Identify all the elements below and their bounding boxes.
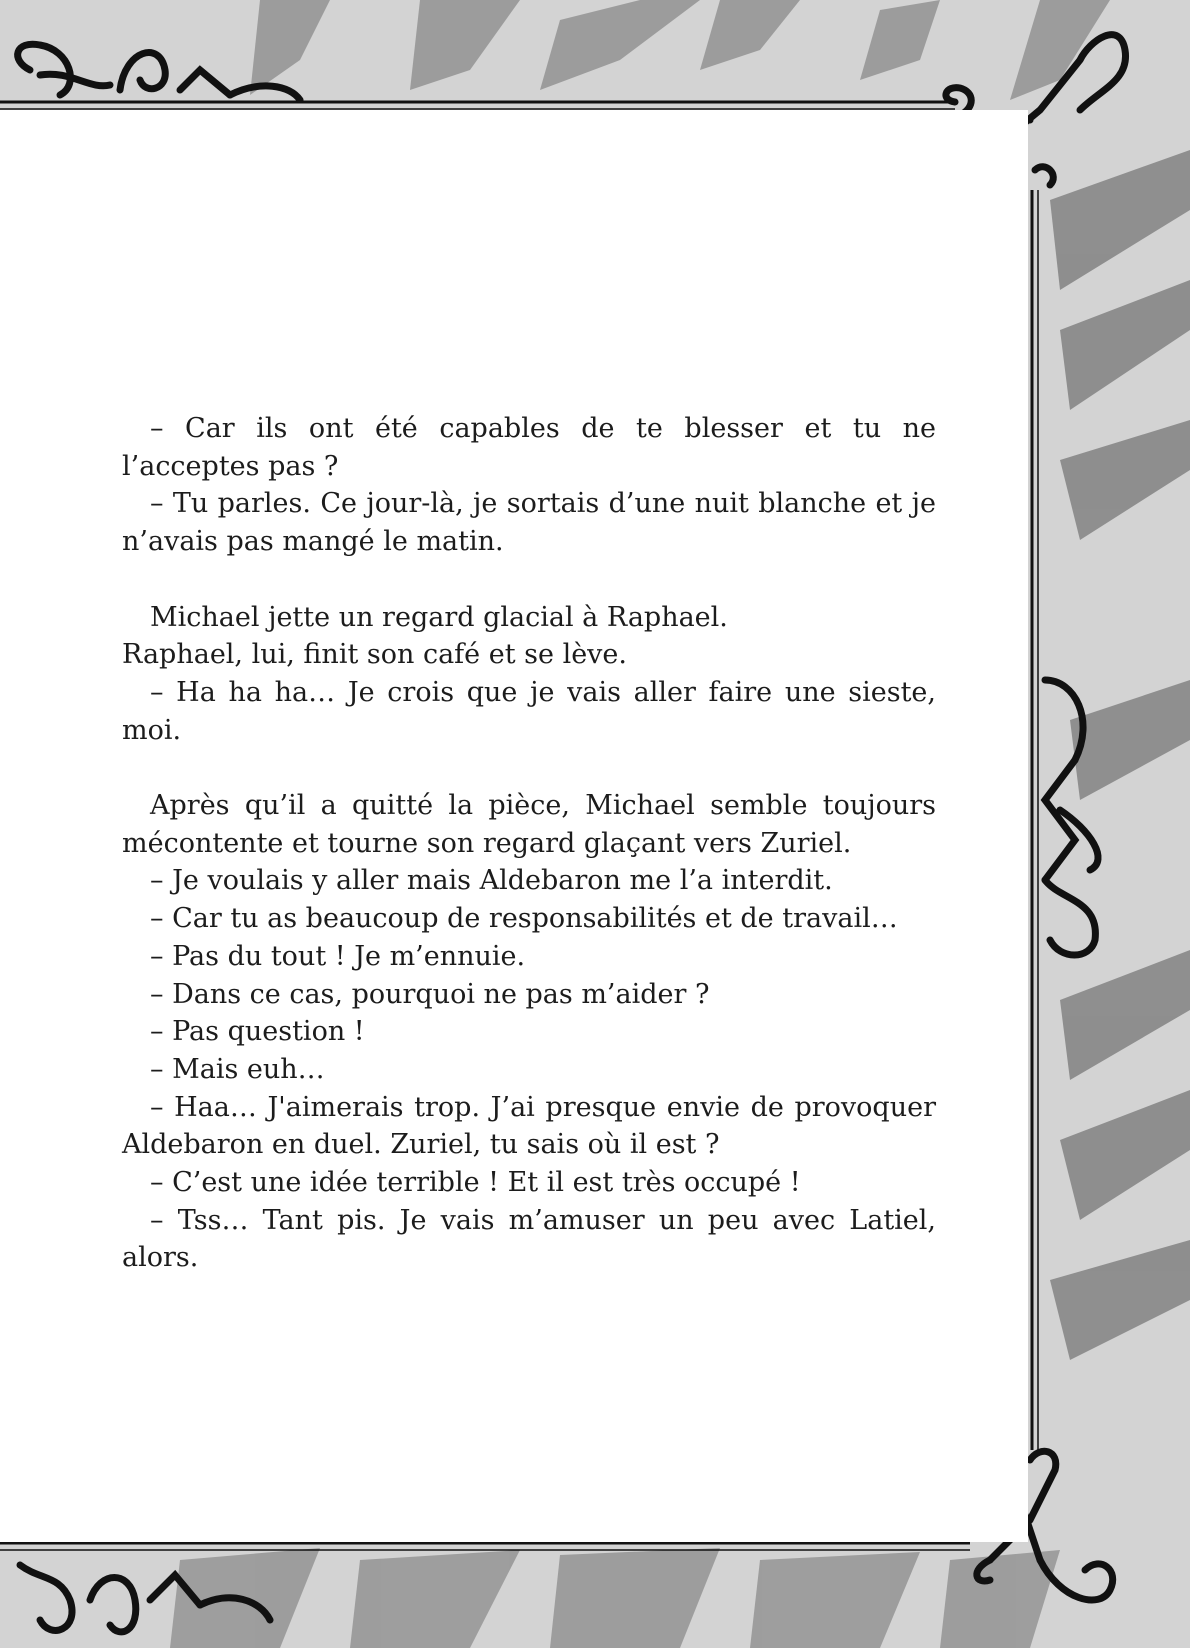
paragraph: – Pas du tout ! Je m’ennuie. xyxy=(150,940,526,972)
story-text xyxy=(122,410,936,1277)
paragraph: – C’est une idée terrible ! Et il est très occupé ! xyxy=(150,1167,801,1199)
paragraph: – Tu parles. Ce jour-là, je sortais d’une nuit blanche et je n’avais pas mangé le matin. xyxy=(122,488,936,558)
paragraph: – Mais euh… xyxy=(150,1053,325,1085)
paragraph: – Tss… Tant pis. Je vais m’amuser un peu avec Latiel, alors. xyxy=(122,1204,936,1274)
paragraph: Après qu’il a quitté la pièce, Michael semble toujours mécontente et tourne son regard glaçant vers Zuriel. xyxy=(122,790,936,859)
paragraph: Raphael, lui, finit son café et se lève. xyxy=(122,639,627,671)
paragraph: – Pas question ! xyxy=(150,1016,365,1048)
paragraph: Michael jette un regard glacial à Raphael. xyxy=(150,601,728,633)
paragraph: – Car tu as beaucoup de responsabilités et de travail… xyxy=(150,903,898,935)
paragraph: – Dans ce cas, pourquoi ne pas m’aider ? xyxy=(150,978,710,1010)
paragraph: – Haa… J'aimerais trop. J’ai presque envie de provoquer Aldebaron en duel. Zuriel, tu sais où il est ? xyxy=(122,1091,936,1161)
paragraph-gap xyxy=(122,561,936,599)
paragraph-gap xyxy=(122,749,936,787)
paragraph: – Ha ha ha… Je crois que je vais aller faire une sieste, moi. xyxy=(122,676,936,746)
paragraph: – Je voulais y aller mais Aldebaron me l’a interdit. xyxy=(150,865,833,897)
paragraph: – Car ils ont été capables de te blesser et tu ne l’acceptes pas ? xyxy=(122,413,936,482)
